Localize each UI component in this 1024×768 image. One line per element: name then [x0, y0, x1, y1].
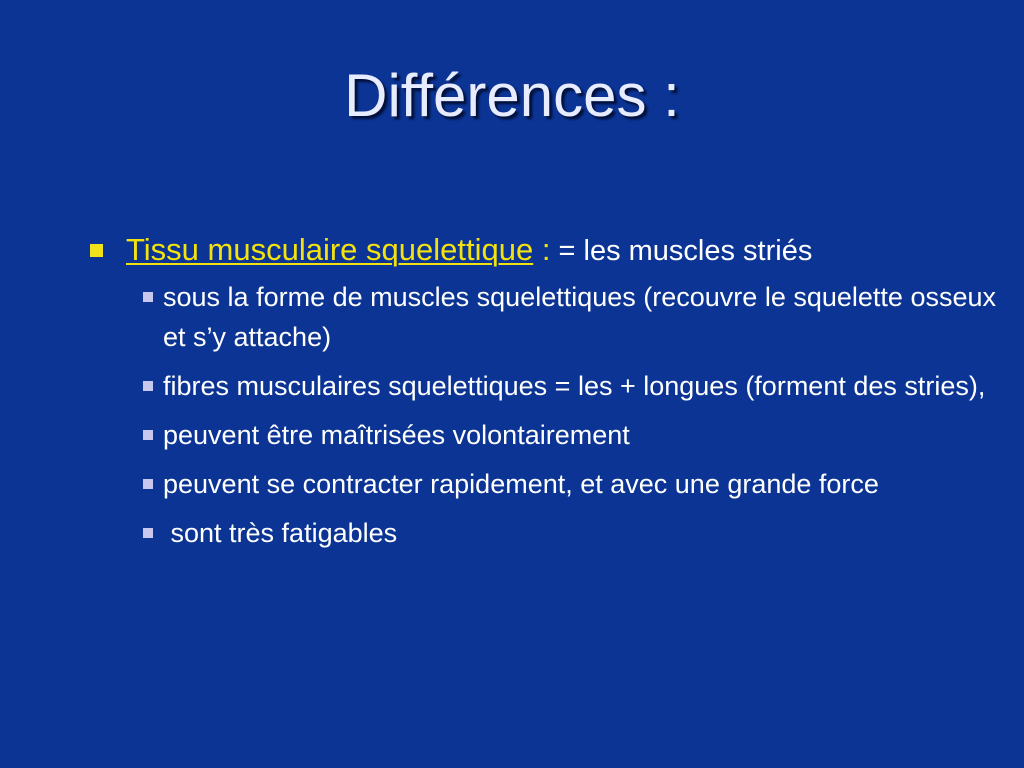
heading-colon: : — [533, 232, 551, 267]
square-bullet-icon — [143, 381, 153, 391]
sub-bullet-list — [133, 277, 996, 553]
bullet-level1 — [88, 230, 998, 271]
list-item-text: peuvent être maîtrisées volontairement — [163, 420, 630, 450]
square-bullet-icon — [90, 244, 103, 257]
list-item — [133, 277, 996, 357]
list-item — [133, 464, 996, 504]
square-bullet-icon — [143, 292, 153, 302]
square-bullet-icon — [143, 528, 153, 538]
square-bullet-icon — [143, 430, 153, 440]
slide-title: Différences : — [344, 62, 680, 129]
heading-term: Tissu musculaire squelettique — [126, 232, 534, 267]
list-item-text: sont très fatigables — [163, 518, 398, 548]
slide-content — [88, 230, 998, 562]
list-item-text: peuvent se contracter rapidement, et avec une grande force — [163, 469, 879, 499]
list-item — [133, 366, 996, 406]
square-bullet-icon — [143, 479, 153, 489]
list-item-text: fibres musculaires squelettiques = les + longues (forment des stries), — [163, 371, 986, 401]
list-item — [133, 513, 996, 553]
list-item — [133, 415, 996, 455]
heading-definition: = les muscles striés — [550, 235, 813, 267]
list-item-text: sous la forme de muscles squelettiques (recouvre le squelette osseux et s’y attache) — [163, 282, 996, 352]
